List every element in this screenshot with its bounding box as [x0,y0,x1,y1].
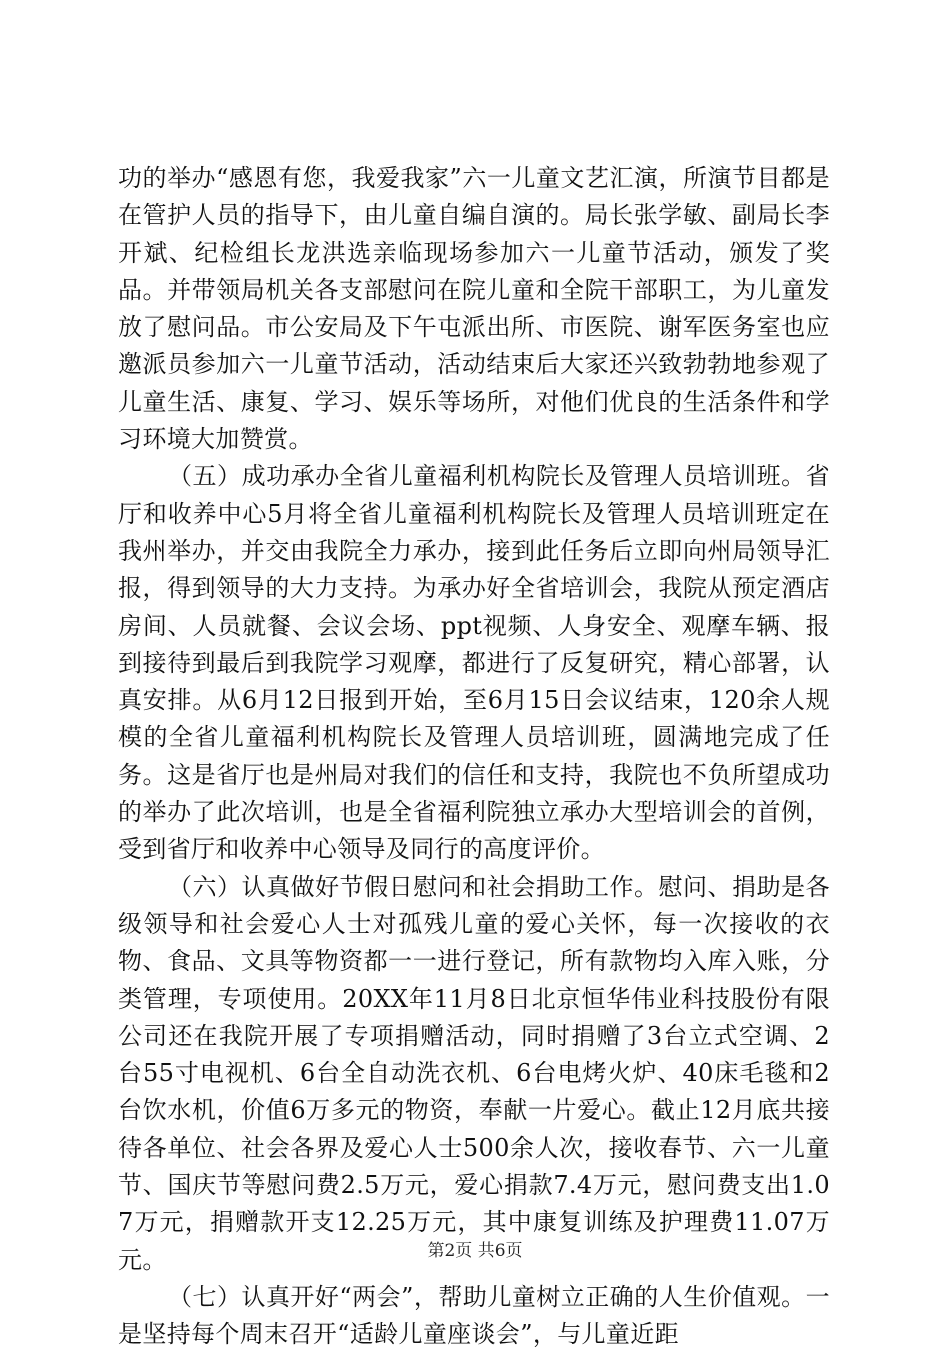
paragraph-section-6: （六）认真做好节假日慰问和社会捐助工作。慰问、捐助是各级领导和社会爱心人士对孤残儿童的爱心关怀，每一次接收的衣物、食品、文具等物资都一一进行登记，所有款物均入库入账，分类管理，专项使用。20XX年11月8日北京恒华伟业科技股份有限公司还在我院开展了专项捐赠活动，同时捐赠了3台立式空调、2台55寸电视机、6台全自动洗衣机、6台电烤火炉、40床毛毯和2台饮水机，价值6万多元的物资，奉献一片爱心。截止12月底共接待各单位、社会各界及爱心人士500余人次，接收春节、六一儿童节、国庆节等慰问费2.5万元，爱心捐款7.4万元，慰问费支出1.07万元，捐赠款开支12.25万元，其中康复训练及护理费11.07万元。 [118,872,830,1274]
paragraph-continuation: 功的举办“感恩有您，我爱我家”六一儿童文艺汇演，所演节目都是在管护人员的指导下，由儿童自编自演的。局长张学敏、副局长李开斌、纪检组长龙洪选亲临现场参加六一儿童节活动，颁发了奖品。并带领局机关各支部慰问在院儿童和全院干部职工，为儿童发放了慰问品。市公安局及下午屯派出所、市医院、谢军医务室也应邀派员参加六一儿童节活动，活动结束后大家还兴致勃勃地参观了儿童生活、康复、学习、娱乐等场所，对他们优良的生活条件和学习环境大加赞赏。 [118,164,830,454]
paragraph-section-7: （七）认真开好“两会”，帮助儿童树立正确的人生价值观。一是坚持每个周末召开“适龄儿童座谈会”，与儿童近距 [118,1282,830,1349]
document-body [118,160,830,1354]
page-number-footer: 第2页 共6页 [427,1241,523,1261]
paragraph-section-5: （五）成功承办全省儿童福利机构院长及管理人员培训班。省厅和收养中心5月将全省儿童福利机构院长及管理人员培训班定在我州举办，并交由我院全力承办，接到此任务后立即向州局领导汇报，得到领导的大力支持。为承办好全省培训会，我院从预定酒店房间、人员就餐、会议会场、ppt视频、人身安全、观摩车辆、报到接待到最后到我院学习观摩，都进行了反复研究，精心部署，认真安排。从6月12日报到开始，至6月15日会议结束，120余人规模的全省儿童福利机构院长及管理人员培训班，圆满地完成了任务。这是省厅也是州局对我们的信任和支持，我院也不负所望成功的举办了此次培训，也是全省福利院独立承办大型培训会的首例，受到省厅和收养中心领导及同行的高度评价。 [118,462,830,864]
